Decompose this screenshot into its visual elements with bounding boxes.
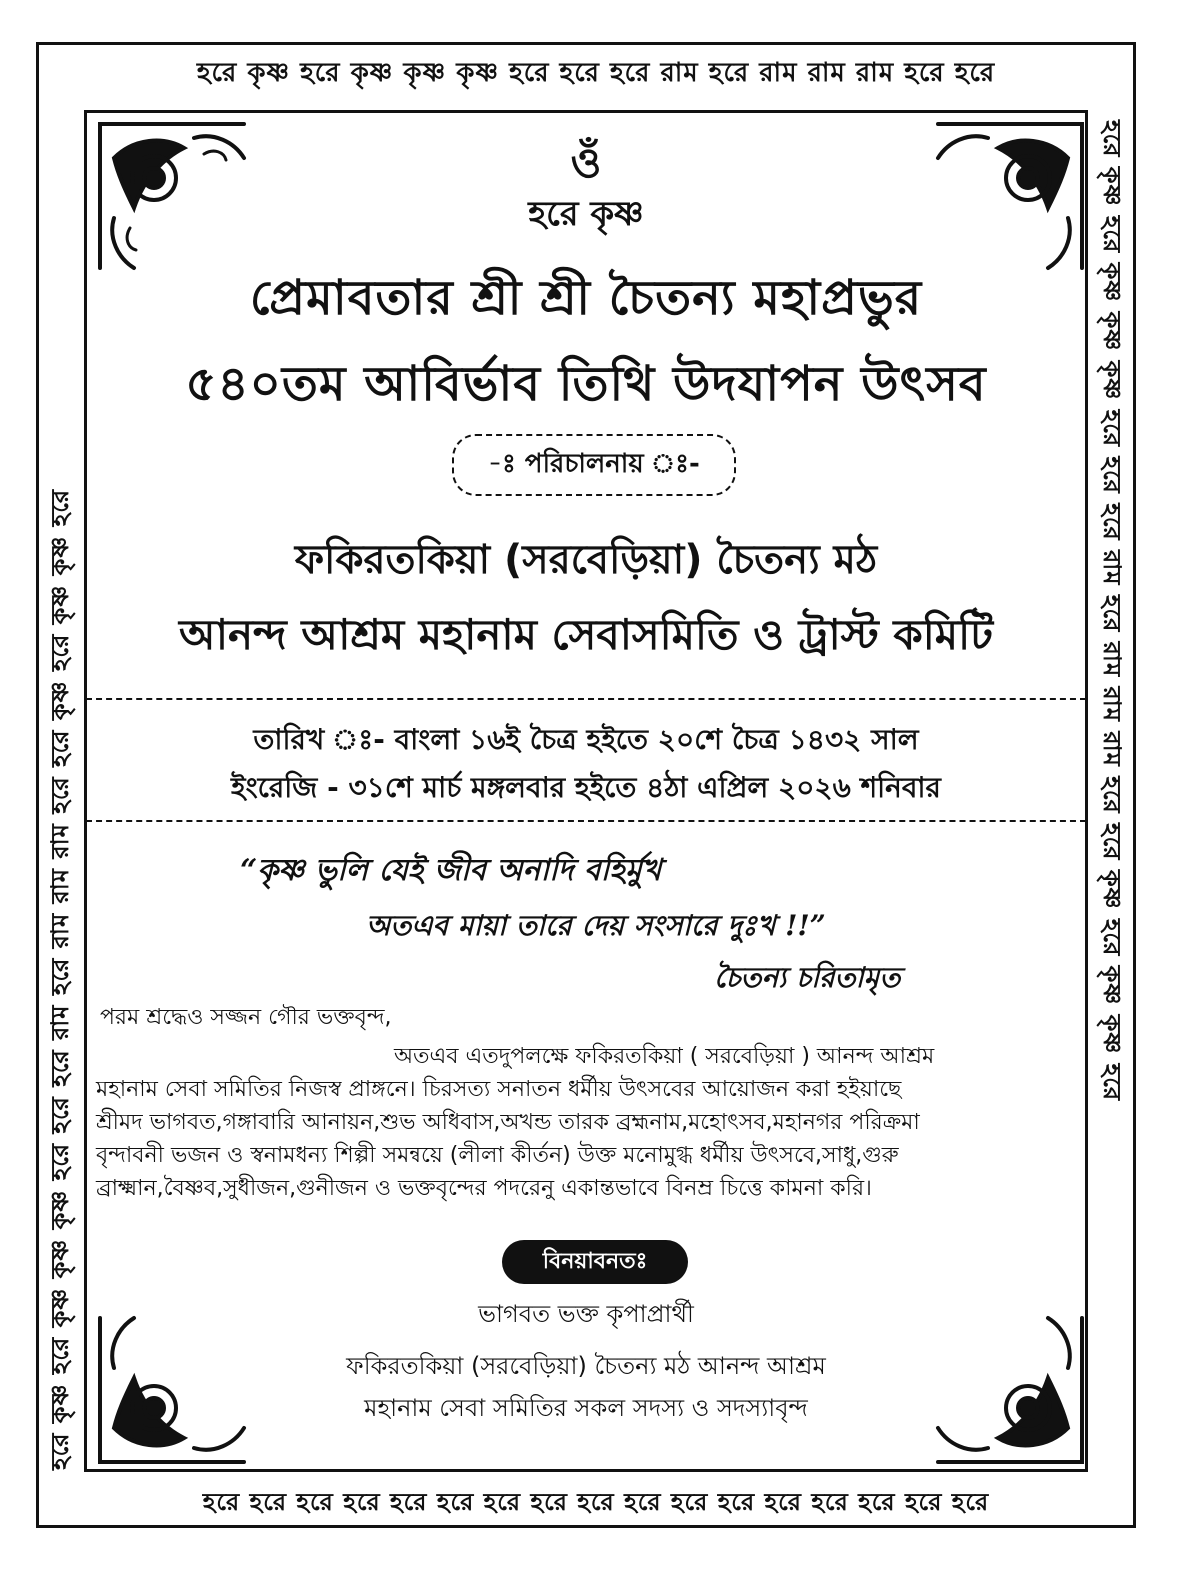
om-symbol: ওঁ [570, 138, 602, 187]
salutation: পরম শ্রদ্ধেও সজ্জন গৌর ভক্তবৃন্দ, [100, 1005, 392, 1030]
page-title-line1: প্রেমাবতার শ্রী শ্রী চৈতন্য মহাপ্রভুর [249, 270, 923, 326]
signoff-line1: ভাগবত ভক্ত কৃপাপ্রার্থী [478, 1300, 694, 1328]
organizer-label: -ঃ পরিচালনায় ঃ- [452, 434, 736, 496]
letter-line: শ্রীমদ ভাগবত,গঙ্গাবারি আনায়ন,শুভ অধিবাস,অখন্ড তারক ব্রহ্মনাম,মহোৎসব,মহানগর পরিক্রমা [96, 1110, 920, 1135]
divider [86, 820, 1086, 822]
date-english: ইংরেজি - ৩১শে মার্চ মঙ্গলবার হইতে ৪ঠা এপ্রিল ২০২৬ শনিবার [231, 771, 941, 804]
signoff-badge: বিনয়াবনতঃ [502, 1240, 688, 1284]
chant-left: হরে কৃষ্ণ হরে কৃষ্ণ কৃষ্ণ কৃষ্ণ হরে হরে হরে রাম হরে রাম রাম রাম হরে হরে কৃষ্ণ হরে কৃষ্ণ কৃষ্ণ হরে [45, 488, 74, 1470]
signoff-line2: ফকিরতকিয়া (সরবেড়িয়া) চৈতন্য মঠ আনন্দ আশ্রম [346, 1352, 826, 1380]
divider [86, 698, 1086, 700]
quote-line1: “কৃষ্ণ ভুলি যেই জীব অনাদি বহির্মুখ [240, 853, 662, 888]
chant-right: হরে কৃষ্ণ হরে কৃষ্ণ কৃষ্ণ কৃষ্ণ হরে হরে হরে রাম হরে রাম রাম রাম হরে হরে কৃষ্ণ হরে কৃষ্ণ কৃষ্ণ হরে [1098, 120, 1127, 1102]
date-bengali: তারিখ ঃ- বাংলা ১৬ই চৈত্র হইতে ২০শে চৈত্র ১৪৩২ সাল [253, 723, 919, 756]
chant-top: হরে কৃষ্ণ হরে কৃষ্ণ কৃষ্ণ কৃষ্ণ হরে হরে হরে রাম হরে রাম রাম রাম হরে হরে [196, 58, 996, 88]
letter-body [96, 1040, 1082, 1205]
organizer-line2: আনন্দ আশ্রম মহানাম সেবাসমিতি ও ট্রাস্ট কমিটি [178, 610, 994, 659]
quote-source: চৈতন্য চরিতামৃত [714, 961, 901, 994]
signoff-line3: মহানাম সেবা সমিতির সকল সদস্য ও সদস্যাবৃন্দ [364, 1394, 808, 1422]
quote-line2: অতএব মায়া তারে দেয় সংসারে দুঃখ !!” [366, 909, 826, 942]
organizer-line1: ফকিরতকিয়া (সরবেড়িয়া) চৈতন্য মঠ [294, 537, 878, 583]
hare-krishna-heading: হরে কৃষ্ণ [528, 194, 644, 234]
chant-bottom: হরে হরে হরে হরে হরে হরে হরে হরে হরে হরে হরে হরে হরে হরে হরে হরে হরে [202, 1487, 990, 1516]
letter-line: অতএব এতদুপলক্ষে ফকিরতকিয়া ( সরবেড়িয়া ) আনন্দ আশ্রম [394, 1044, 935, 1069]
letter-line: বৃন্দাবনী ভজন ও স্বনামধন্য শিল্পী সমন্বয়ে (লীলা কীর্তন) উক্ত মনোমুগ্ধ ধর্মীয় উৎসবে,সাধু,গুরু [96, 1143, 899, 1168]
page-title-line2: ৫৪০তম আবির্ভাব তিথি উদযাপন উৎসব [185, 356, 987, 412]
letter-line: ব্রাক্ষ্মান,বৈষ্ণব,সুধীজন,গুনীজন ও ভক্তবৃন্দের পদরেনু একান্তভাবে বিনম্র চিত্তে কামনা করি। [96, 1176, 872, 1201]
letter-line: মহানাম সেবা সমিতির নিজস্ব প্রাঙ্গনে। চিরসত্য সনাতন ধর্মীয় উৎসবের আয়োজন করা হইয়াছে [96, 1077, 902, 1102]
